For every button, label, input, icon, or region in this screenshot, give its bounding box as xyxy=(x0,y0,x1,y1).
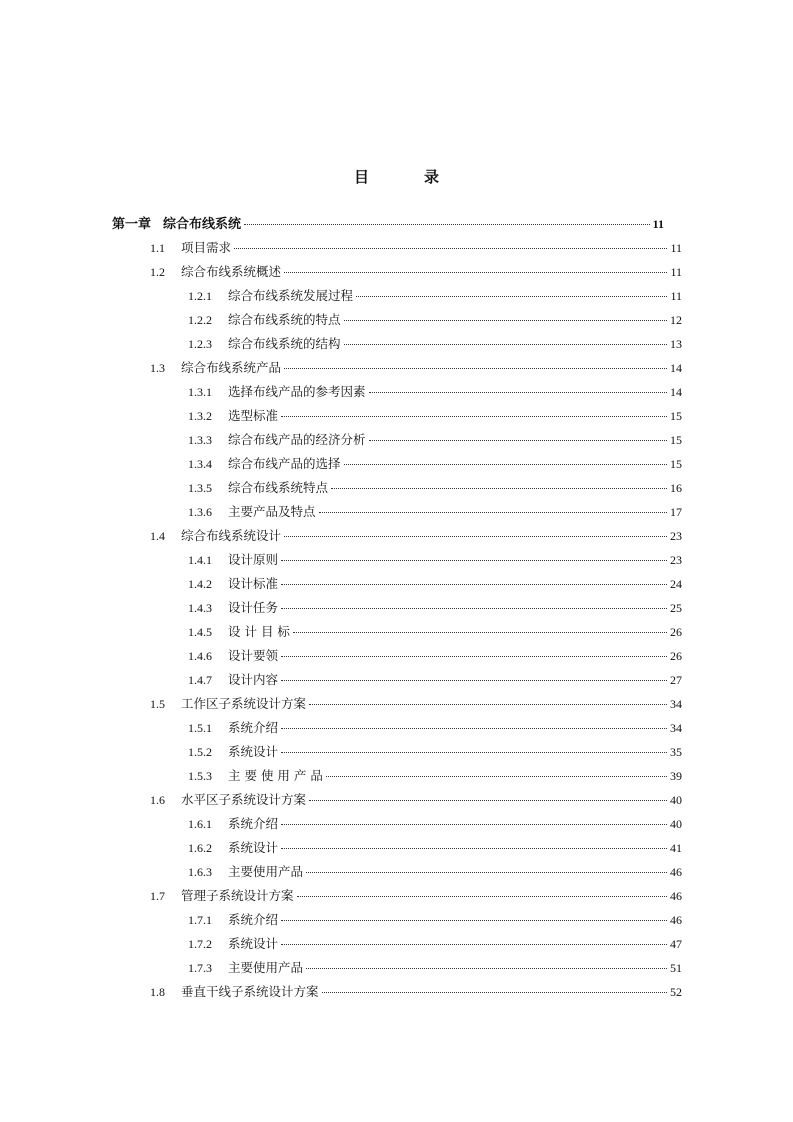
toc-title: 目 录 xyxy=(353,168,459,186)
toc-entry-page: 12 xyxy=(670,313,682,327)
toc-entry-subsection[interactable] xyxy=(188,572,682,596)
toc-entry-page: 34 xyxy=(670,721,682,735)
toc-dot-leader xyxy=(297,890,667,897)
toc-entry-page: 24 xyxy=(670,577,682,591)
toc-entry-page: 40 xyxy=(670,793,682,807)
toc-entry-page: 41 xyxy=(670,841,682,855)
toc-entry-subsection[interactable] xyxy=(188,956,682,980)
toc-entry-page: 17 xyxy=(670,505,682,519)
toc-entry-number: 1.2.1 xyxy=(188,289,212,303)
toc-dot-leader xyxy=(281,602,667,609)
toc-entry-subsection[interactable] xyxy=(188,476,682,500)
toc-entry-subsection[interactable] xyxy=(188,908,682,932)
toc-entry-number: 1.4 xyxy=(150,529,165,543)
toc-entry-number: 1.4.5 xyxy=(188,625,212,639)
toc-dot-leader xyxy=(281,674,667,681)
toc-entry-title: 主要使用产品 xyxy=(228,960,304,975)
toc-entry-section[interactable] xyxy=(150,788,682,812)
toc-entry-title: 主 要 使 用 产 品 xyxy=(228,768,323,783)
toc-entry-number: 第一章 xyxy=(112,217,152,232)
toc-dot-leader xyxy=(369,434,667,441)
toc-entry-subsection[interactable] xyxy=(188,620,682,644)
toc-entry-title: 综合布线系统特点 xyxy=(228,480,329,495)
toc-entry-title: 系统设计 xyxy=(228,840,279,855)
toc-entry-number: 1.3 xyxy=(150,361,165,375)
toc-entry-title: 选型标准 xyxy=(228,408,279,423)
toc-dot-leader xyxy=(309,794,667,801)
toc-entry-number: 1.8 xyxy=(150,985,165,999)
toc-entry-title: 综合布线产品的经济分析 xyxy=(228,432,366,447)
toc-entry-page: 46 xyxy=(670,889,682,903)
toc-dot-leader xyxy=(281,842,667,849)
toc-entry-subsection[interactable] xyxy=(188,740,682,764)
toc-entry-number: 1.6.1 xyxy=(188,817,212,831)
toc-entry-title: 综合布线系统产品 xyxy=(181,360,282,375)
toc-entry-page: 13 xyxy=(670,337,682,351)
toc-entry-number: 1.4.2 xyxy=(188,577,212,591)
toc-entry-page: 11 xyxy=(670,289,682,303)
toc-entry-title: 综合布线系统设计 xyxy=(181,528,282,543)
toc-entry-subsection[interactable] xyxy=(188,284,682,308)
toc-entry-page: 14 xyxy=(670,385,682,399)
toc-entry-page: 11 xyxy=(670,265,682,279)
toc-entry-number: 1.3.1 xyxy=(188,385,212,399)
toc-entry-page: 11 xyxy=(670,241,682,255)
toc-entry-title: 设计内容 xyxy=(228,672,279,687)
toc-entry-title: 综合布线产品的选择 xyxy=(228,456,341,471)
toc-entry-number: 1.7.2 xyxy=(188,937,212,951)
toc-entry-page: 51 xyxy=(670,961,682,975)
toc-entry-subsection[interactable] xyxy=(188,836,682,860)
toc-entry-title: 系统设计 xyxy=(228,744,279,759)
toc-entry-number: 1.3.6 xyxy=(188,505,212,519)
toc-dot-leader xyxy=(319,506,667,513)
toc-entry-title: 工作区子系统设计方案 xyxy=(181,696,307,711)
toc-entry-subsection[interactable] xyxy=(188,644,682,668)
toc-entry-section[interactable] xyxy=(150,884,682,908)
toc-entry-page: 39 xyxy=(670,769,682,783)
toc-entry-number: 1.4.6 xyxy=(188,649,212,663)
toc-entry-number: 1.6.2 xyxy=(188,841,212,855)
toc-entry-number: 1.4.1 xyxy=(188,553,212,567)
toc-entry-title: 设计标准 xyxy=(228,576,279,591)
toc-entry-page: 15 xyxy=(670,433,682,447)
toc-entry-title: 设计任务 xyxy=(228,600,279,615)
toc-entry-subsection[interactable] xyxy=(188,404,682,428)
toc-dot-leader xyxy=(281,578,667,585)
toc-dot-leader xyxy=(326,770,667,777)
toc-dot-leader xyxy=(281,938,667,945)
toc-entry-subsection[interactable] xyxy=(188,428,682,452)
toc-dot-leader xyxy=(344,458,667,465)
toc-entry-subsection[interactable] xyxy=(188,716,682,740)
toc-entry-page: 16 xyxy=(670,481,682,495)
toc-entry-subsection[interactable] xyxy=(188,500,682,524)
toc-dot-leader xyxy=(356,290,667,297)
toc-entry-page: 46 xyxy=(670,913,682,927)
toc-entry-subsection[interactable] xyxy=(188,812,682,836)
toc-dot-leader xyxy=(344,314,667,321)
toc-entry-subsection[interactable] xyxy=(188,596,682,620)
toc-dot-leader xyxy=(309,698,667,705)
toc-entry-subsection[interactable] xyxy=(188,548,682,572)
toc-entry-title: 水平区子系统设计方案 xyxy=(181,792,307,807)
toc-entry-title: 主要使用产品 xyxy=(228,864,304,879)
toc-dot-leader xyxy=(306,962,667,969)
toc-entry-section[interactable] xyxy=(150,236,682,260)
toc-entry-page: 23 xyxy=(670,553,682,567)
toc-entry-page: 26 xyxy=(670,649,682,663)
toc-entry-number: 1.2 xyxy=(150,265,165,279)
toc-dot-leader xyxy=(281,722,667,729)
toc-entry-section[interactable] xyxy=(150,356,682,380)
toc-dot-leader xyxy=(281,650,667,657)
toc-entry-section[interactable] xyxy=(150,692,682,716)
toc-entry-title: 垂直干线子系统设计方案 xyxy=(181,984,319,999)
toc-entry-page: 15 xyxy=(670,409,682,423)
toc-entry-number: 1.7 xyxy=(150,889,165,903)
toc-entry-page: 14 xyxy=(670,361,682,375)
toc-entry-page: 46 xyxy=(670,865,682,879)
toc-entry-title: 项目需求 xyxy=(181,240,232,255)
toc-dot-leader xyxy=(344,338,667,345)
toc-entry-number: 1.4.3 xyxy=(188,601,212,615)
toc-entry-page: 26 xyxy=(670,625,682,639)
toc-dot-leader xyxy=(284,530,667,537)
toc-dot-leader xyxy=(281,746,667,753)
toc-entry-section[interactable] xyxy=(150,260,682,284)
toc-entry-title: 系统介绍 xyxy=(228,816,279,831)
toc-entry-number: 1.5.1 xyxy=(188,721,212,735)
toc-entry-title: 设 计 目 标 xyxy=(228,624,290,639)
toc-entry-subsection[interactable] xyxy=(188,332,682,356)
toc-entry-number: 1.5.2 xyxy=(188,745,212,759)
toc-entry-number: 1.7.3 xyxy=(188,961,212,975)
toc-entry-subsection[interactable] xyxy=(188,308,682,332)
toc-entry-page: 52 xyxy=(670,985,682,999)
toc-entry-chapter[interactable] xyxy=(112,212,664,236)
toc-entry-subsection[interactable] xyxy=(188,452,682,476)
toc-entry-section[interactable] xyxy=(150,524,682,548)
toc-entry-title: 综合布线系统 xyxy=(163,217,242,232)
toc-entry-title: 设计要领 xyxy=(228,648,279,663)
toc-dot-leader xyxy=(234,242,667,249)
toc-entry-number: 1.3.3 xyxy=(188,433,212,447)
toc-dot-leader xyxy=(284,266,667,273)
toc-entry-title: 设计原则 xyxy=(228,552,279,567)
toc-entry-page: 34 xyxy=(670,697,682,711)
toc-dot-leader xyxy=(281,554,667,561)
toc-entry-title: 管理子系统设计方案 xyxy=(181,888,294,903)
toc-dot-leader xyxy=(306,866,667,873)
toc-entry-title: 综合布线系统的特点 xyxy=(228,312,341,327)
toc-entry-number: 1.7.1 xyxy=(188,913,212,927)
toc-entry-title: 主要产品及特点 xyxy=(228,504,316,519)
toc-dot-leader xyxy=(322,986,667,993)
toc-entry-number: 1.4.7 xyxy=(188,673,212,687)
toc-entry-title: 系统介绍 xyxy=(228,912,279,927)
toc-entry-number: 1.5.3 xyxy=(188,769,212,783)
toc-entry-title: 综合布线系统的结构 xyxy=(228,336,341,351)
toc-entry-title: 综合布线系统概述 xyxy=(181,264,282,279)
toc-entry-page: 11 xyxy=(652,217,664,231)
toc-dot-leader xyxy=(281,914,667,921)
toc-entry-number: 1.2.3 xyxy=(188,337,212,351)
toc-entry-number: 1.1 xyxy=(150,241,165,255)
toc-entry-page: 47 xyxy=(670,937,682,951)
toc-entry-subsection[interactable] xyxy=(188,380,682,404)
toc-entry-page: 25 xyxy=(670,601,682,615)
toc-entry-title: 综合布线系统发展过程 xyxy=(228,288,354,303)
toc-entry-section[interactable] xyxy=(150,980,682,1004)
toc-entry-page: 27 xyxy=(670,673,682,687)
toc-entry-number: 1.5 xyxy=(150,697,165,711)
toc-entry-number: 1.3.2 xyxy=(188,409,212,423)
toc-entry-number: 1.3.5 xyxy=(188,481,212,495)
toc-entry-page: 15 xyxy=(670,457,682,471)
toc-entry-page: 40 xyxy=(670,817,682,831)
toc-entry-number: 1.6 xyxy=(150,793,165,807)
toc-entry-title: 选择布线产品的参考因素 xyxy=(228,384,366,399)
toc-entry-number: 1.2.2 xyxy=(188,313,212,327)
toc-entry-title: 系统设计 xyxy=(228,936,279,951)
toc-entry-subsection[interactable] xyxy=(188,668,682,692)
toc-entry-page: 23 xyxy=(670,529,682,543)
toc-dot-leader xyxy=(281,818,667,825)
toc-entry-subsection[interactable] xyxy=(188,932,682,956)
toc-dot-leader xyxy=(244,218,650,225)
toc-dot-leader xyxy=(281,410,667,417)
toc-dot-leader xyxy=(331,482,667,489)
toc-dot-leader xyxy=(293,626,667,633)
toc-entry-page: 35 xyxy=(670,745,682,759)
toc-entry-title: 系统介绍 xyxy=(228,720,279,735)
toc-dot-leader xyxy=(369,386,667,393)
toc-entry-subsection[interactable] xyxy=(188,860,682,884)
toc-entry-number: 1.6.3 xyxy=(188,865,212,879)
toc-entry-subsection[interactable] xyxy=(188,764,682,788)
toc-entry-number: 1.3.4 xyxy=(188,457,212,471)
toc-dot-leader xyxy=(284,362,667,369)
